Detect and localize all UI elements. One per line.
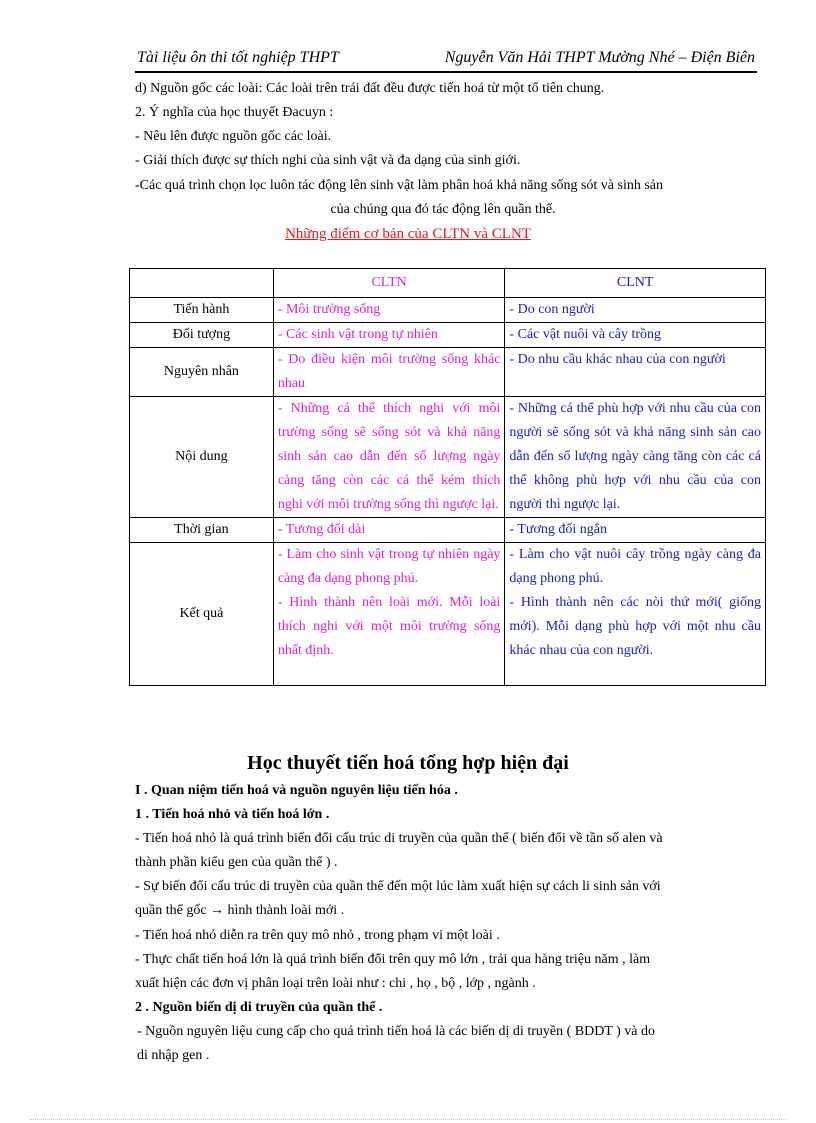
paragraph-line: - Tiến hoá nhỏ là quá trình biến đổi cấu trúc di truyền của quần thể ( biến đổi về tần số alen và [135, 831, 663, 846]
cell-text: - Làm cho sinh vật trong tự nhiên ngày càng đa dạng phong phú. [277, 547, 501, 586]
cell-text: - Các vật nuôi và cây trồng [509, 327, 662, 342]
intro-line-6: của chúng qua đó tác động lên quần thể. [330, 202, 556, 217]
cltn-cell [273, 323, 505, 348]
table-row [130, 543, 766, 686]
paragraph-line: thành phần kiểu gen của quần thể ) . [135, 855, 338, 870]
cell-text: - Môi trường sống [277, 302, 381, 317]
cell-text: - Do nhu cầu khác nhau của con người [509, 352, 726, 367]
row-label: Kết quả [130, 543, 274, 686]
cell-text: - Hình thành nên các nòi thứ mới( giống mới). Mỗi dạng phù hợp với một nhu cầu khác nhau của con người. [509, 595, 761, 658]
paragraph-line: di nhập gen . [137, 1048, 210, 1063]
header-cltn: CLTN [273, 269, 505, 298]
page-bottom-rule [30, 1119, 786, 1120]
cell-text: - Những cá thể thích nghi với môi trường sống sẽ sống sót và khả năng sinh sản cao dẫn đến số lượng ngày càng tăng còn các cá thể kém thích nghi với môi trường sống thì ngược lại. [277, 401, 501, 512]
heading-1: I . Quan niệm tiến hoá và nguồn nguyên liệu tiến hóa . [135, 783, 458, 798]
header-right: Nguyễn Văn Hải THPT Mường Nhé – Điện Biên [444, 49, 755, 66]
cell-text: - Hình thành nên loài mới. Mỗi loài thích nghi với một môi trường sống nhất định. [277, 595, 501, 658]
clnt-cell [505, 518, 766, 543]
table-row [130, 518, 766, 543]
clnt-cell [505, 298, 766, 323]
clnt-cell [505, 397, 766, 518]
row-label: Nội dung [130, 397, 274, 518]
intro-line-2: 2. Ý nghĩa của học thuyết Đacuyn : [135, 105, 334, 120]
cell-text: - Tương đối ngắn [509, 522, 607, 537]
table-header-row [130, 269, 766, 298]
row-label: Tiến hành [130, 298, 274, 323]
header-empty-cell [130, 269, 274, 298]
row-label: Thời gian [130, 518, 274, 543]
clnt-cell [505, 543, 766, 686]
paragraph-line: xuất hiện các đơn vị phân loại trên loài như : chi , họ , bộ , lớp , ngành . [135, 976, 536, 991]
heading-2: 1 . Tiến hoá nhỏ và tiến hoá lớn . [135, 807, 330, 822]
paragraph-line: - Nguồn nguyên liệu cung cấp cho quá trình tiến hoá là các biến dị di truyền ( BDDT ) và do [137, 1024, 655, 1039]
clnt-cell [505, 348, 766, 397]
cltn-cell [273, 348, 505, 397]
paragraph-line: - Thực chất tiến hoá lớn là quá trình biến đổi trên quy mô lớn , trải qua hàng triệu năm , làm [135, 952, 651, 967]
intro-line-4: - Giải thích được sự thích nghi của sinh vật và đa dạng của sinh giới. [135, 153, 521, 168]
header-clnt: CLNT [505, 269, 766, 298]
cltn-cell [273, 298, 505, 323]
header-left: Tài liệu ôn thi tốt nghiệp THPT [137, 49, 339, 66]
intro-line-3: - Nêu lên được nguồn gốc các loài. [135, 129, 332, 144]
paragraph-line: - Tiến hoá nhỏ diễn ra trên quy mô nhỏ , trong phạm vi một loài . [135, 928, 500, 943]
cltn-cell [273, 543, 505, 686]
table-row [130, 323, 766, 348]
paragraph-line: quần thể gốc → hình thành loài mới . [135, 903, 345, 918]
clnt-cell [505, 323, 766, 348]
cell-text: - Những cá thể phù hợp với nhu cầu của con người sẽ sống sót và khả năng sinh sản cao dẫn đến số lượng ngày càng tăng còn các cá thể không phù hợp với nhu cầu của con người thì ngược lại. [509, 401, 761, 512]
cell-text: - Làm cho vật nuôi cây trồng ngày càng đa dạng phong phú. [509, 547, 761, 586]
cltn-cell [273, 518, 505, 543]
table-row [130, 397, 766, 518]
paragraph-line: - Sự biến đổi cấu trúc di truyền của quần thể đến một lúc làm xuất hiện sự cách li sinh sản với [135, 879, 661, 894]
intro-line-1: d) Nguồn gốc các loài: Các loài trên trái đất đều được tiến hoá từ một tổ tiên chung. [135, 81, 605, 96]
cell-text: - Do con người [509, 302, 595, 317]
page-header [135, 47, 757, 73]
section-title: Học thuyết tiến hoá tổng hợp hiện đại [247, 752, 569, 774]
cell-text: - Các sinh vật trong tự nhiên [277, 327, 438, 342]
row-label: Nguyên nhân [130, 348, 274, 397]
cltn-cell [273, 397, 505, 518]
intro-line-5: -Các quá trình chọn lọc luôn tác động lên sinh vật làm phân hoá khả năng sống sót và sinh sản [135, 178, 664, 193]
table-row [130, 298, 766, 323]
row-label: Đối tượng [130, 323, 274, 348]
table-row [130, 348, 766, 397]
cell-text: - Tương đối dài [277, 522, 366, 537]
comparison-table [129, 268, 766, 686]
cell-text: - Do điều kiện môi trường sống khác nhau [277, 352, 501, 391]
table-title: Những điểm cơ bản của CLTN và CLNT [285, 226, 531, 242]
heading-3: 2 . Nguồn biến dị di truyền của quần thể . [135, 1000, 383, 1015]
